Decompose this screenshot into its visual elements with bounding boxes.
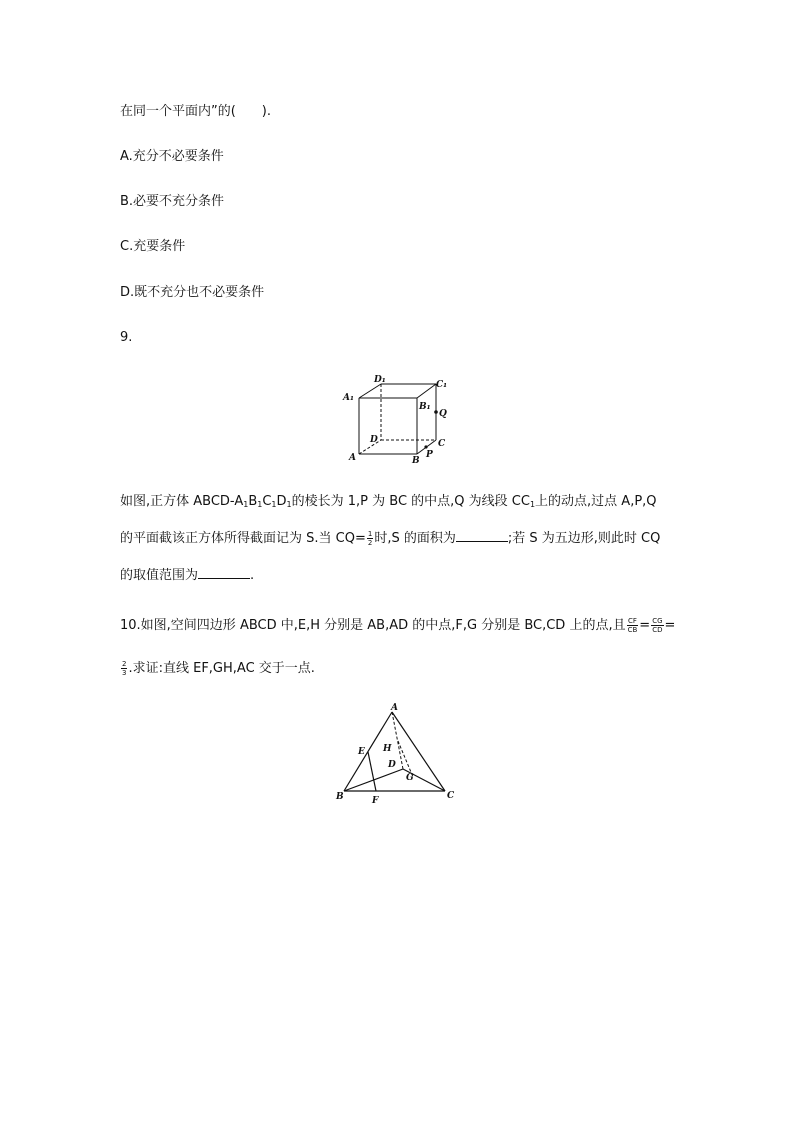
q10-stem-line2: $\frac{2}{3}$ .求证:直线 EF,GH,AC 交于一点.: [122, 660, 315, 677]
label-H: H: [383, 744, 392, 754]
q9-number: 9.: [120, 330, 133, 345]
q8-option-b: B.必要不充分条件: [120, 194, 225, 209]
label-C: C: [438, 439, 446, 449]
answer-blank-range: [198, 566, 250, 579]
label-D: D: [370, 435, 378, 445]
q8-option-c: C.充要条件: [120, 239, 186, 254]
label-D1: D₁: [374, 375, 386, 385]
label-D: D: [388, 760, 396, 770]
q8-option-d: D.既不充分也不必要条件: [120, 285, 265, 300]
label-A: A: [391, 703, 398, 713]
label-C: C: [447, 791, 455, 801]
label-Q: Q: [439, 409, 447, 419]
q10-stem-line1: 10.如图,空间四边形 ABCD 中,E,H 分别是 AB,AD 的中点,F,G 分别是 BC,CD 上的点,且 $\frac{CF}{CB}$ = $\frac{CG}{CD}$ =: [120, 617, 676, 634]
label-B1: B₁: [419, 402, 431, 412]
q9-stem-line3: 的取值范围为 .: [120, 568, 255, 583]
label-P: P: [426, 450, 433, 460]
label-C1: C₁: [436, 380, 448, 390]
label-B: B: [412, 456, 420, 466]
fraction-cg-cd: $\frac{CG}{CD}$: [652, 617, 663, 634]
fraction-one-half: $\frac{1}{2}$: [367, 530, 373, 547]
q8-option-a: A.充分不必要条件: [120, 149, 224, 164]
q9-cube-figure: [340, 372, 460, 467]
q9-stem-line2: 的平面截该正方体所得截面记为 S.当 CQ= $\frac{1}{2}$ 时,S 的面积为 ;若 S 为五边形,则此时 CQ: [120, 530, 661, 547]
label-A1: A₁: [343, 393, 354, 403]
q10-tetrahedron-figure: [330, 698, 465, 808]
label-B: B: [336, 792, 344, 802]
q9-stem-line1: 如图,正方体 ABCD-$A_1B_1C_1D_1$的棱长为 1,P 为 BC 的中点,Q 为线段 $CC_1$上的动点,过点 A,P,Q: [120, 494, 657, 509]
fraction-two-thirds: $\frac{2}{3}$: [122, 660, 127, 677]
label-F: F: [372, 796, 379, 806]
label-E: E: [358, 747, 365, 757]
q8-stem-tail: 在同一个平面内”的( ).: [120, 104, 272, 119]
answer-blank-area: [456, 529, 508, 542]
fraction-cf-cb: $\frac{CF}{CB}$: [627, 617, 638, 634]
label-A: A: [349, 453, 356, 463]
label-G: G: [406, 773, 414, 783]
